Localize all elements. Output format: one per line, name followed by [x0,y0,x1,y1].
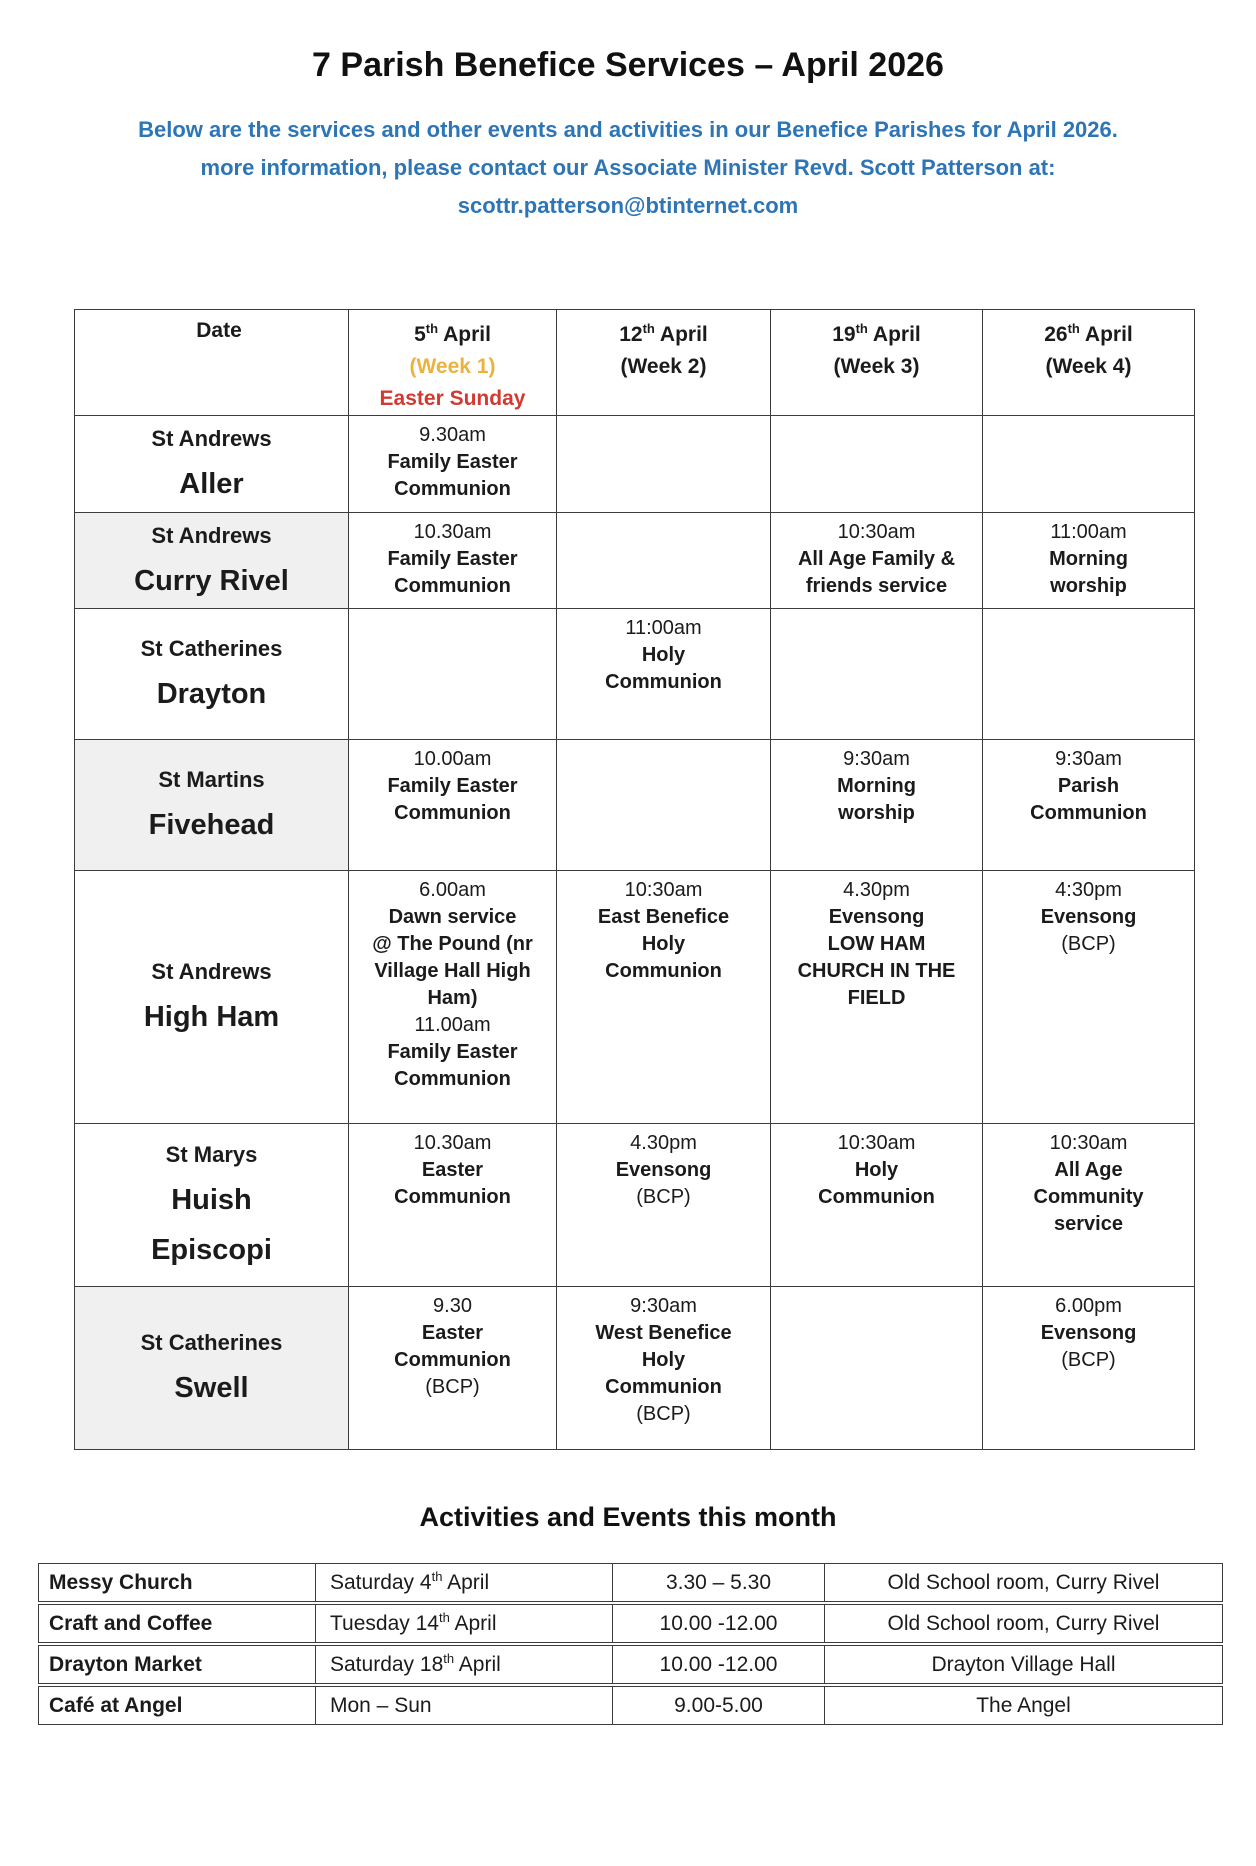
week-day: 26 [1044,323,1068,346]
parish-cell-aller [75,416,349,513]
service-line: 11:00am [625,617,702,639]
services-table [74,309,1195,1450]
parish-dedication: St Andrews [151,959,272,984]
service-line: 9.30 [433,1295,472,1317]
intro-paragraph [0,111,1256,225]
service-line: Holy [641,644,686,666]
service-cell-huish-episcopi-week-4 [983,1124,1195,1287]
activity-date-text: Tuesday 14 [330,1611,439,1635]
service-line: 9:30am [1055,748,1122,770]
service-cell-aller-week-1 [349,416,557,513]
service-line: (BCP) [1061,933,1116,955]
activity-name: Messy Church [38,1563,316,1602]
week-ordinal: th [855,321,868,336]
service-line: worship [1050,575,1127,597]
service-line: Evensong [1040,1322,1137,1344]
activity-row-caf-at-angel [38,1686,1223,1725]
week-header-1 [349,310,557,416]
service-line: Village Hall High [374,960,531,982]
parish-name: Episcopi [151,1234,272,1266]
activity-date-text: Saturday 4 [330,1570,432,1594]
service-line: East Benefice [597,906,730,928]
service-cell-high-ham-week-2 [557,871,771,1124]
activity-row-craft-and-coffee [38,1604,1223,1643]
service-line: @ The Pound (nr [372,933,533,955]
service-line: 10.30am [413,1132,492,1154]
service-line: worship [838,802,915,824]
service-cell-curry-rivel-week-1 [349,513,557,609]
service-line: CHURCH IN THE [797,960,956,982]
activity-date [316,1686,613,1725]
activities-heading: Activities and Events this month [419,1502,837,1532]
service-cell-drayton-week-3 [771,609,983,740]
week-month: April [1079,323,1133,346]
service-cell-swell-week-3 [771,1287,983,1450]
week-label: (Week 3) [833,355,920,378]
page [0,46,1256,1866]
parish-name: Curry Rivel [134,564,289,597]
parish-dedication: St Martins [158,767,265,792]
activity-time: 10.00 -12.00 [613,1604,825,1643]
service-cell-drayton-week-1 [349,609,557,740]
service-cell-aller-week-4 [983,416,1195,513]
week-day: 5 [414,323,426,346]
activity-date [316,1563,613,1602]
parish-cell-drayton [75,609,349,740]
service-line: 6.00pm [1055,1295,1122,1317]
service-line: Communion [394,575,511,597]
parish-cell-curry-rivel [75,513,349,609]
service-line: FIELD [847,987,906,1009]
service-line: Evensong [828,906,925,928]
service-cell-curry-rivel-week-4 [983,513,1195,609]
activity-date-ordinal: th [431,1568,443,1584]
activity-row-drayton-market [38,1645,1223,1684]
service-cell-curry-rivel-week-2 [557,513,771,609]
activity-name: Drayton Market [38,1645,316,1684]
service-line: Family Easter [387,775,518,797]
activity-date-text: Mon – Sun [330,1693,432,1717]
service-row-aller [75,416,1195,513]
service-line: 11.00am [414,1014,491,1036]
service-line: Communion [605,671,722,693]
service-cell-swell-week-2 [557,1287,771,1450]
service-line: Communion [1030,802,1147,824]
parish-name: Swell [174,1372,249,1404]
service-line: 10:30am [837,1132,916,1154]
activity-date-month: April [454,1652,501,1676]
service-cell-fivehead-week-2 [557,740,771,871]
service-line: friends service [805,575,948,597]
activity-date [316,1604,613,1643]
parish-name: Huish [171,1184,252,1216]
service-line: service [1054,1213,1123,1235]
week-date [771,319,982,351]
parish-name: Drayton [156,678,267,710]
service-cell-huish-episcopi-week-1 [349,1124,557,1287]
activity-time: 9.00-5.00 [613,1686,825,1725]
week-ordinal: th [642,321,655,336]
service-cell-aller-week-2 [557,416,771,513]
week-day: 12 [619,323,643,346]
service-line: Communion [605,960,722,982]
week-header-2 [557,310,771,416]
service-line: (BCP) [425,1376,480,1398]
service-row-drayton [75,609,1195,740]
parish-name: High Ham [143,1001,280,1033]
parish-name: Aller [179,468,244,500]
service-line: All Age Family & [797,548,956,570]
week-month: April [438,323,491,346]
service-line: 11:00am [1050,521,1127,543]
service-line: 4.30pm [630,1132,697,1154]
activity-date-ordinal: th [443,1650,455,1666]
service-line: All Age [1054,1159,1123,1181]
activity-time: 10.00 -12.00 [613,1645,825,1684]
service-cell-drayton-week-2 [557,609,771,740]
parish-cell-high-ham [75,871,349,1124]
service-line: 6.00am [419,879,486,901]
service-line: Holy [641,1349,686,1371]
service-cell-huish-episcopi-week-2 [557,1124,771,1287]
week-label: (Week 2) [620,355,707,378]
service-line: Easter [421,1322,484,1344]
service-line: 9.30am [419,424,486,446]
parish-dedication: St Marys [165,1142,258,1167]
service-cell-aller-week-3 [771,416,983,513]
service-line: Holy [854,1159,899,1181]
activity-date-ordinal: th [438,1609,450,1625]
service-line: (BCP) [636,1403,691,1425]
week-date [557,319,770,351]
service-line: 10:30am [1049,1132,1128,1154]
week-header-4 [983,310,1195,416]
week-month: April [654,323,708,346]
activity-venue: The Angel [825,1686,1223,1725]
service-row-fivehead [75,740,1195,871]
intro-email: scottr.patterson@btinternet.com [457,193,799,218]
week-month: April [867,323,921,346]
week-label: (Week 4) [1045,355,1132,378]
service-row-curry-rivel [75,513,1195,609]
activity-venue: Old School room, Curry Rivel [825,1604,1223,1643]
service-cell-swell-week-4 [983,1287,1195,1450]
service-line: 10.30am [413,521,492,543]
page-title: 7 Parish Benefice Services – April 2026 [312,46,944,84]
parish-dedication: St Catherines [140,1330,283,1355]
activity-date [316,1645,613,1684]
service-line: LOW HAM [827,933,926,955]
service-cell-high-ham-week-3 [771,871,983,1124]
week-header-3 [771,310,983,416]
service-cell-drayton-week-4 [983,609,1195,740]
service-cell-curry-rivel-week-3 [771,513,983,609]
service-line: West Benefice [595,1322,732,1344]
activity-venue: Old School room, Curry Rivel [825,1563,1223,1602]
service-line: Parish [1057,775,1120,797]
service-line: 9:30am [843,748,910,770]
parish-dedication: St Catherines [140,636,283,661]
service-cell-swell-week-1 [349,1287,557,1450]
service-line: (BCP) [1061,1349,1116,1371]
service-row-swell [75,1287,1195,1450]
service-line: Communion [394,1349,511,1371]
service-cell-high-ham-week-4 [983,871,1195,1124]
service-line: Family Easter [387,451,518,473]
service-line: Morning [837,775,916,797]
service-line: Communion [605,1376,722,1398]
week-special-note: Easter Sunday [379,387,526,410]
parish-cell-fivehead [75,740,349,871]
service-line: Ham) [427,987,478,1009]
service-line: Communion [394,1186,511,1208]
week-label: (Week 1) [409,355,496,378]
service-cell-fivehead-week-1 [349,740,557,871]
service-line: 10.00am [413,748,492,770]
intro-line-1: Below are the services and other events and activities in our Benefice Parishes for April 2026. [138,117,1118,142]
activity-row-messy-church [38,1563,1223,1602]
service-row-high-ham [75,871,1195,1124]
service-line: Community [1033,1186,1144,1208]
week-day: 19 [832,323,856,346]
activity-date-month: April [449,1611,497,1635]
week-ordinal: th [425,321,439,336]
parish-cell-huish-episcopi [75,1124,349,1287]
services-header-row [75,310,1195,416]
intro-line-2: more information, please contact our Associate Minister Revd. Scott Patterson at: [200,155,1056,180]
activity-date-month: April [442,1570,490,1594]
week-ordinal: th [1067,321,1080,336]
week-date [349,319,556,351]
service-line: 4.30pm [843,879,910,901]
activity-date-text: Saturday 18 [330,1652,444,1676]
week-date [983,319,1194,351]
parish-cell-swell [75,1287,349,1450]
service-line: Easter [421,1159,484,1181]
service-line: Evensong [1040,906,1137,928]
parish-name: Fivehead [148,809,275,841]
service-line: Communion [818,1186,935,1208]
service-line: Dawn service [388,906,517,928]
activity-venue: Drayton Village Hall [825,1645,1223,1684]
service-line: Communion [394,802,511,824]
parish-dedication: St Andrews [151,522,272,548]
service-line: Communion [394,1068,511,1090]
service-line: Morning [1049,548,1128,570]
parish-dedication: St Andrews [151,426,272,451]
service-line: 10:30am [837,521,916,543]
activity-name: Craft and Coffee [38,1604,316,1643]
service-cell-huish-episcopi-week-3 [771,1124,983,1287]
service-line: Communion [394,478,511,500]
service-cell-fivehead-week-4 [983,740,1195,871]
activity-time: 3.30 – 5.30 [613,1563,825,1602]
service-line: 10:30am [624,879,703,901]
service-line: 9:30am [630,1295,697,1317]
service-cell-high-ham-week-1 [349,871,557,1124]
activity-name: Café at Angel [38,1686,316,1725]
activities-table [38,1561,1223,1727]
services-col-header-date: Date [75,310,349,416]
service-line: (BCP) [636,1186,691,1208]
service-row-huish-episcopi [75,1124,1195,1287]
service-line: Evensong [615,1159,712,1181]
service-cell-fivehead-week-3 [771,740,983,871]
service-line: Family Easter [387,1041,518,1063]
service-line: Family Easter [387,548,518,570]
service-line: Holy [641,933,686,955]
service-line: 4:30pm [1055,879,1122,901]
